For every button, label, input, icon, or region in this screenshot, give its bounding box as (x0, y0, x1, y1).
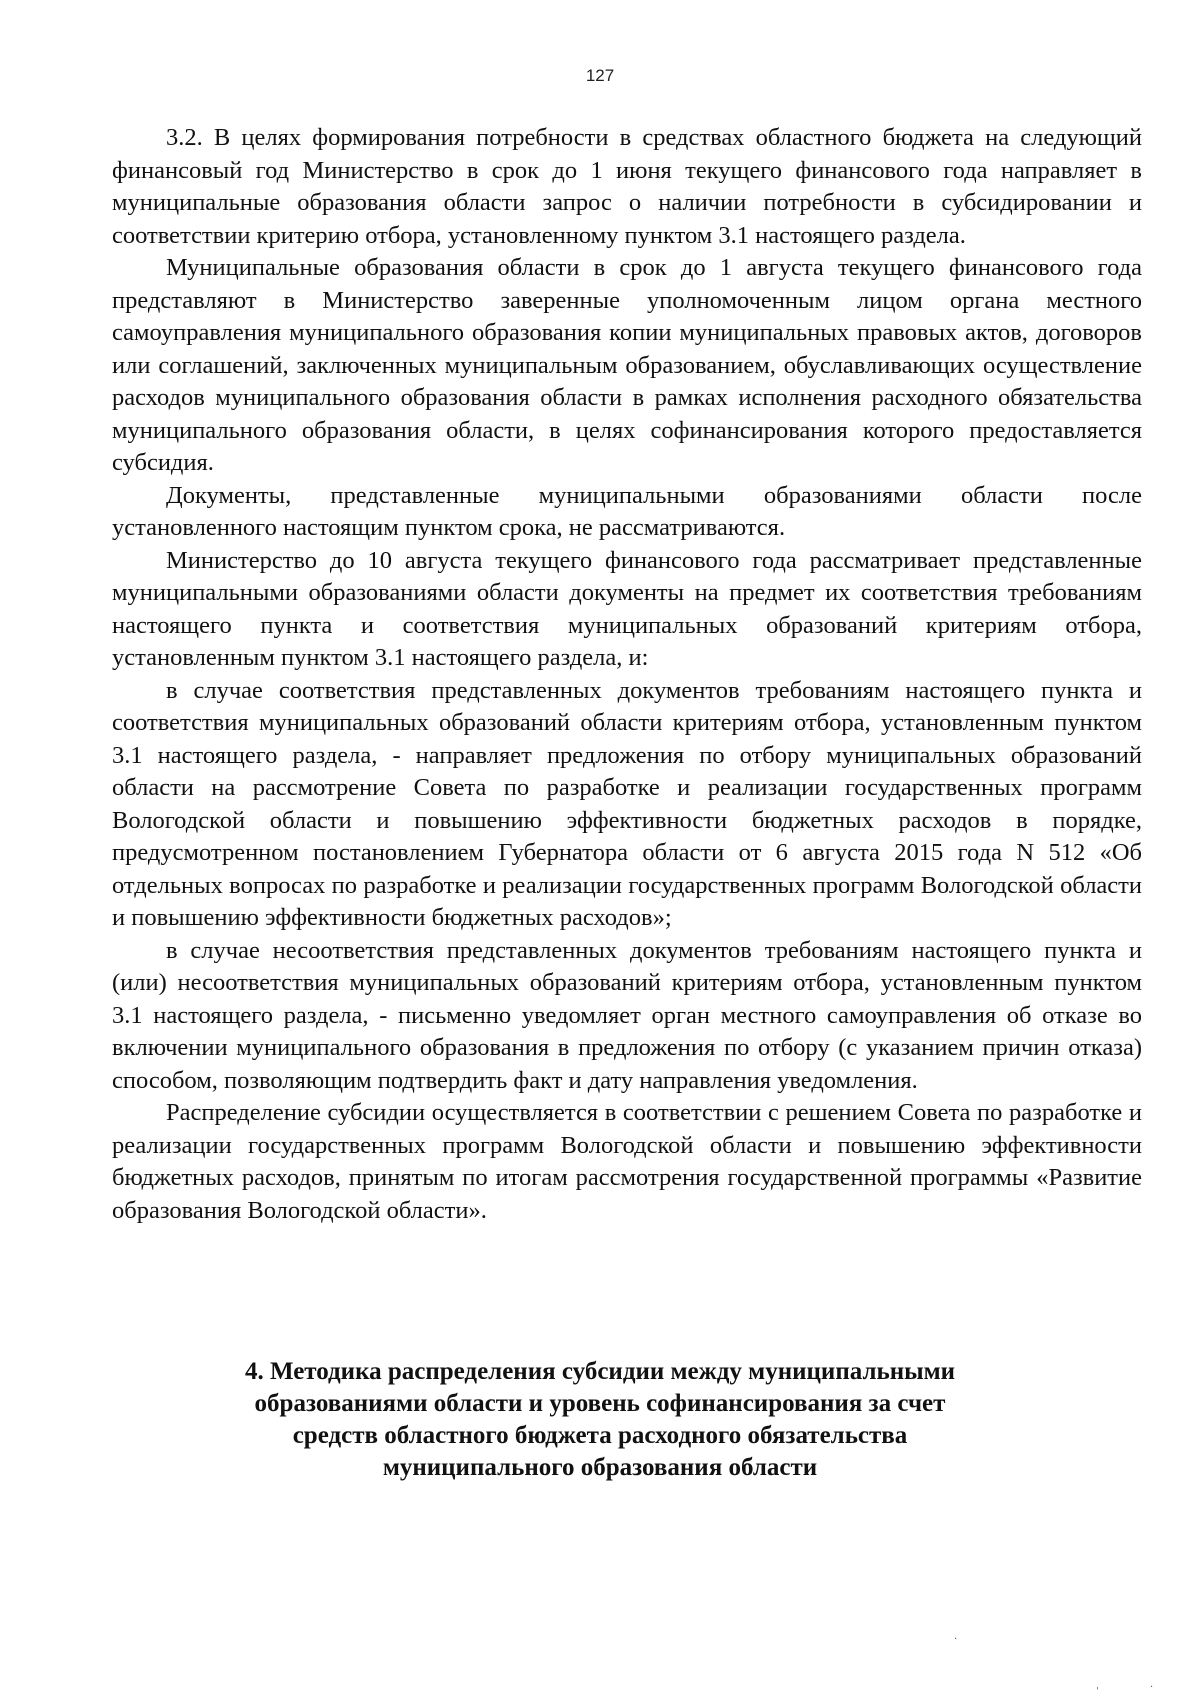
paragraph-submission-deadline: Муниципальные образования области в срок до 1 августа текущего финансового года представляют в Министерство заверенные уполномоченным лицом органа местного самоуправления муниципального образования копии муниципальных правовых актов, договоров или соглашений, заключенных муниципальным образованием, обуславливающих осуществление расходов муниципального образования области в рамках исполнения расходного обязательства муниципального образования области, в целях софинансирования которого предоставляется субсидия. (112, 254, 1142, 476)
paragraph-3-2: 3.2. В целях формирования потребности в средствах областного бюджета на следующий финансовый год Министерство в срок до 1 июня текущего финансового года направляет в муниципальные образования области запрос о наличии потребности в субсидировании и соответствии критерию отбора, установленному пунктом 3.1 настоящего раздела. (112, 124, 1142, 249)
paragraph-noncompliance-case: в случае несоответствия представленных документов требованиям настоящего пункта и (или) несоответствия муниципальных образований критериям отбора, установленным пунктом 3.1 настоящего раздела, - письменно уведомляет орган местного самоуправления об отказе во включении муниципального образования в предложения по отбору (с указанием причин отказа) способом, позволяющим подтвердить факт и дату направления уведомления. (112, 936, 1142, 1094)
scan-speck: ˌ (1096, 1680, 1099, 1691)
heading-line: муниципального образования области (382, 1454, 818, 1481)
heading-line: 4. Методика распределения субсидии между муниципальными (244, 1358, 956, 1385)
paragraph-compliance-case: в случае соответствия представленных документов требованиям настоящего пункта и соответствия муниципальных образований области критериям отбора, установленным пунктом 3.1 настоящего раздела, - направляет предложения по отбору муниципальных образований области на рассмотрение Совета по разработке и реализации государственных программ Вологодской области и повышению эффективности бюджетных расходов в порядке, предусмотренном постановлением Губернатора области от 6 августа 2015 года N 512 «Об отдельных вопросах по разработке и реализации государственных программ Вологодской области и повышению эффективности бюджетных расходов»; (112, 676, 1142, 931)
page-number: 127 (585, 66, 615, 85)
scan-speck: · (1150, 1682, 1154, 1693)
section-4-heading (200, 1356, 1000, 1484)
heading-line: образованиями области и уровень софинансирования за счет (254, 1390, 946, 1417)
paragraph-ministry-review: Министерство до 10 августа текущего финансового года рассматривает представленные муниципальными образованиями области документы на предмет их соответствия требованиям настоящего пункта и соответствия муниципальных образований критериям отбора, установленным пунктом 3.1 настоящего раздела, и: (112, 546, 1142, 671)
heading-line: средств областного бюджета расходного обязательства (292, 1422, 908, 1449)
document-body (112, 122, 1142, 1227)
scan-speck: · (954, 1634, 958, 1645)
paragraph-late-documents: Документы, представленные муниципальными образованиями области после установленного настоящим пунктом срока, не рассматриваются. (112, 481, 1142, 541)
paragraph-distribution: Распределение субсидии осуществляется в соответствии с решением Совета по разработке и реализации государственных программ Вологодской области и повышению эффективности бюджетных расходов, принятым по итогам рассмотрения государственной программы «Развитие образования Вологодской области». (112, 1099, 1142, 1224)
